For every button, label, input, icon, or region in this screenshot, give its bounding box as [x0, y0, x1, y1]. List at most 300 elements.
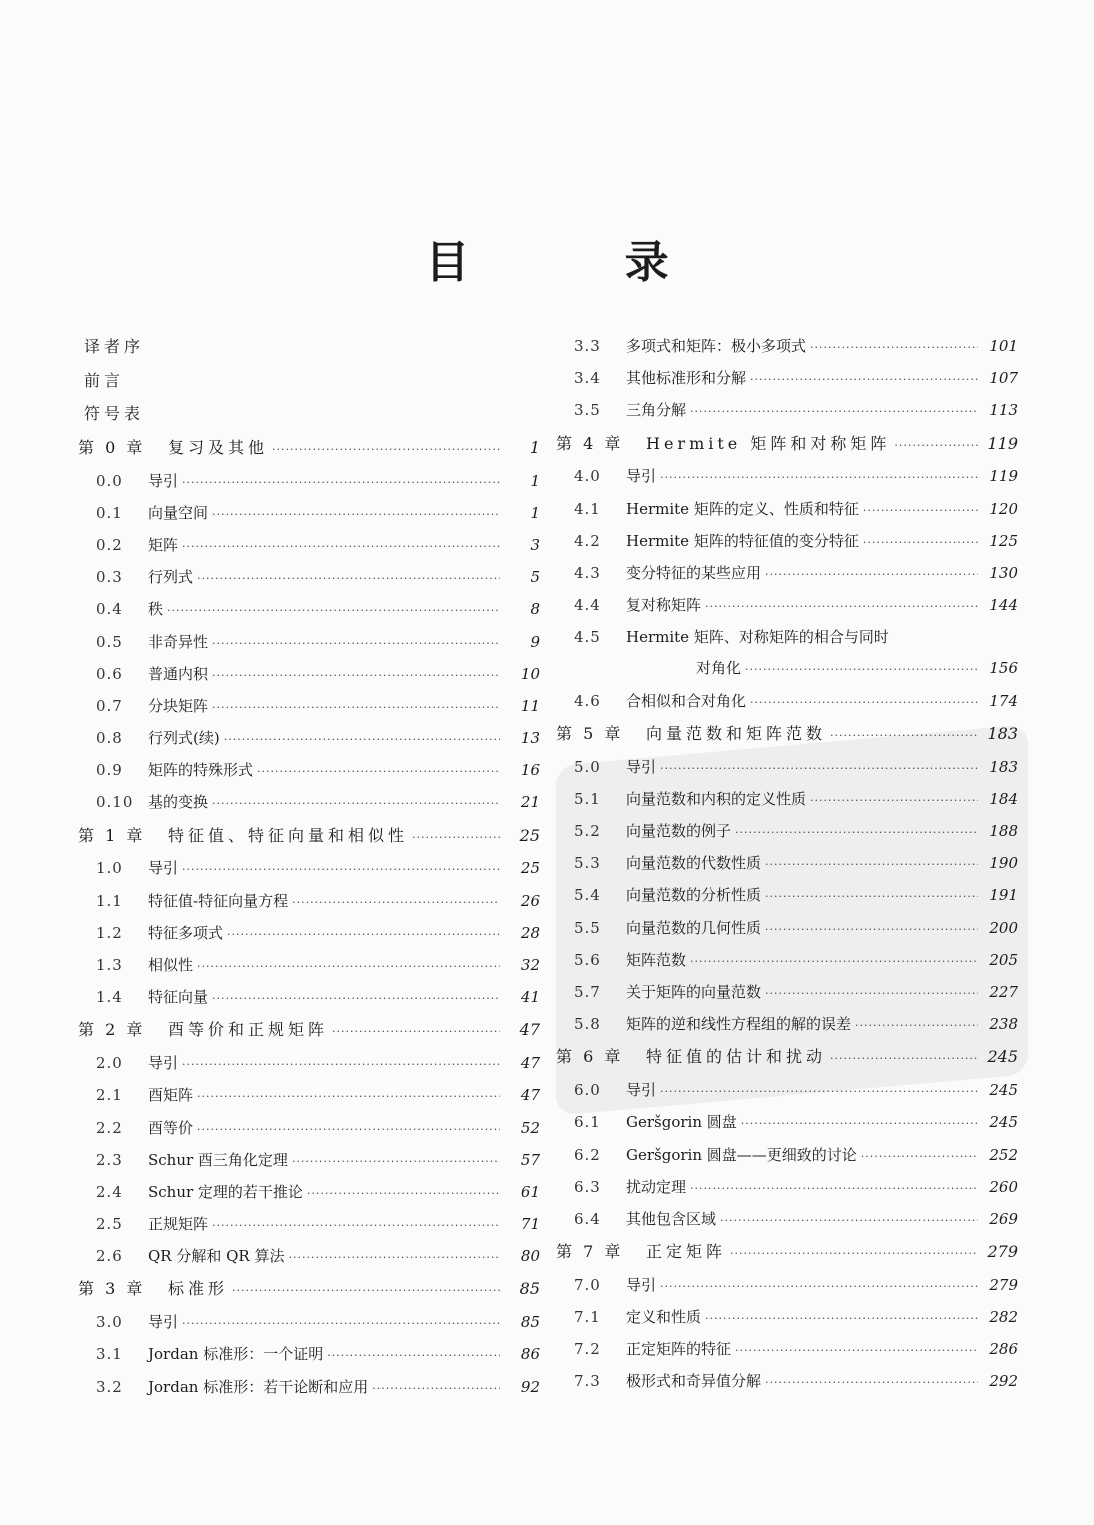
toc-entry-title: 极形式和奇异值分解 [626, 1372, 762, 1391]
toc-leader-dots [212, 1216, 500, 1235]
toc-entry-title: QR 分解和 QR 算法 [148, 1247, 285, 1266]
toc-leader-dots [257, 762, 500, 781]
toc-section-entry[interactable] [78, 892, 540, 912]
toc-leader-dots [227, 925, 500, 944]
toc-section-entry[interactable] [78, 988, 540, 1008]
toc-leader-dots [861, 1147, 978, 1166]
toc-page-number: 125 [989, 531, 1018, 550]
toc-section-entry[interactable] [556, 532, 1018, 552]
toc-page-number: 200 [989, 918, 1018, 937]
toc-leader-dots [327, 1346, 500, 1365]
toc-section-entry[interactable] [78, 859, 540, 879]
toc-entry-title: 对角化 [696, 659, 742, 678]
toc-section-entry[interactable] [556, 1372, 1018, 1392]
toc-entry-title: 分块矩阵 [148, 696, 209, 715]
toc-section-entry[interactable] [556, 758, 1018, 778]
toc-leader-dots [705, 1309, 978, 1328]
toc-section-entry[interactable] [556, 951, 1018, 971]
toc-entry-number: 4.5 [574, 628, 601, 647]
toc-section-entry[interactable] [556, 401, 1018, 421]
toc-leader-dots [212, 794, 500, 813]
toc-entry-title: 导引 [626, 1081, 657, 1100]
toc-entry-title: 导引 [148, 471, 179, 490]
toc-page-number: 41 [520, 988, 540, 1007]
toc-page-number: 269 [989, 1209, 1018, 1228]
toc-page-number: 279 [987, 1242, 1018, 1262]
toc-page-number: 86 [520, 1345, 540, 1364]
toc-page-number: 21 [520, 793, 540, 812]
toc-section-entry[interactable] [556, 1015, 1018, 1035]
toc-page-number: 279 [989, 1275, 1018, 1294]
toc-section-entry[interactable] [78, 1119, 540, 1139]
toc-entry-number: 2.5 [96, 1215, 123, 1234]
toc-section-entry[interactable] [78, 1247, 540, 1267]
toc-entry-title: Jordan 标准形：若干论断和应用 [148, 1377, 369, 1396]
toc-entry-title: Schur 酉三角化定理 [148, 1150, 288, 1169]
toc-entry-title: 标准形 [168, 1279, 229, 1299]
toc-leader-dots [660, 1082, 978, 1101]
toc-entry-title: 扰动定理 [626, 1177, 687, 1196]
toc-entry-number: 5.5 [574, 918, 601, 937]
toc-page-number: 183 [987, 723, 1018, 743]
toc-entry-number: 5.1 [574, 789, 601, 808]
toc-leader-dots [863, 533, 978, 552]
toc-entry-title: 基的变换 [148, 793, 209, 812]
toc-leader-dots [182, 537, 500, 556]
toc-entry-number: 4.1 [574, 499, 601, 518]
toc-leader-dots [182, 1314, 500, 1333]
toc-entry-number: 第 6 章 [556, 1047, 624, 1067]
toc-entry-title: 特征值、特征向量和相似性 [168, 825, 409, 845]
toc-entry-title: 矩阵的逆和线性方程组的解的误差 [626, 1015, 852, 1034]
toc-entry-number: 6.1 [574, 1113, 601, 1132]
toc-entry-number: 5.7 [574, 982, 601, 1001]
toc-leader-dots [197, 1087, 500, 1106]
toc-page-number: 119 [989, 467, 1018, 486]
toc-leader-dots [863, 501, 978, 520]
toc-leader-dots [232, 1281, 500, 1300]
toc-section-entry[interactable] [556, 1081, 1018, 1101]
toc-leader-dots [765, 984, 978, 1003]
toc-leader-dots [197, 957, 500, 976]
toc-leader-dots [660, 468, 978, 487]
toc-entry-title: 合相似和合对角化 [626, 691, 747, 710]
toc-entry-title: 正定矩阵 [646, 1242, 727, 1262]
toc-chapter-entry[interactable] [78, 438, 540, 459]
toc-entry-title: 特征多项式 [148, 923, 224, 942]
toc-section-entry[interactable] [556, 596, 1018, 616]
toc-entry-number: 6.3 [574, 1177, 601, 1196]
toc-section-entry[interactable] [78, 1378, 540, 1398]
toc-entry-number: 3.5 [574, 401, 601, 420]
toc-entry-title: Hermite 矩阵的特征值的变分特征 [626, 531, 859, 550]
toc-entry-title: 导引 [148, 1313, 179, 1332]
toc-entry-number: 6.2 [574, 1145, 601, 1164]
toc-leader-dots [272, 440, 500, 459]
toc-section-entry[interactable] [78, 633, 540, 653]
toc-chapter-entry[interactable] [556, 1242, 1018, 1263]
toc-page-number: 190 [989, 854, 1018, 873]
toc-leader-dots [167, 601, 500, 620]
toc-page-number: 57 [520, 1150, 540, 1169]
toc-leader-dots [735, 823, 978, 842]
toc-page-number: 120 [989, 499, 1018, 518]
toc-entry-title: 酉等价 [148, 1118, 194, 1137]
toc-entry-title: 行列式 [148, 568, 194, 587]
toc-leader-dots [412, 828, 500, 847]
toc-section-entry[interactable] [78, 697, 540, 717]
toc-chapter-entry[interactable] [78, 826, 540, 847]
toc-entry-number: 5.8 [574, 1015, 601, 1034]
toc-section-entry[interactable] [78, 761, 540, 781]
toc-page-number: 286 [989, 1340, 1018, 1359]
toc-section-entry[interactable] [556, 854, 1018, 874]
toc-leader-dots [830, 726, 978, 745]
toc-entry-number: 第 0 章 [78, 437, 146, 457]
toc-entry-number: 7.3 [574, 1372, 601, 1391]
toc-entry-number: 1.0 [96, 859, 123, 878]
toc-entry-number: 3.2 [96, 1377, 123, 1396]
toc-section-entry[interactable] [78, 793, 540, 813]
toc-entry-number: 3.0 [96, 1313, 123, 1332]
toc-section-entry[interactable] [78, 1054, 540, 1074]
toc-section-entry[interactable] [556, 564, 1018, 584]
toc-page-number: 5 [530, 568, 540, 587]
toc-leader-dots [690, 1179, 978, 1198]
toc-page-number: 61 [520, 1182, 540, 1201]
toc-entry-title: 定义和性质 [626, 1308, 702, 1327]
toc-entry-title: 关于矩阵的向量范数 [626, 982, 762, 1001]
toc-entry-number: 7.2 [574, 1340, 601, 1359]
toc-leader-dots [182, 1055, 500, 1074]
toc-entry-title: 向量范数的代数性质 [626, 854, 762, 873]
toc-section-entry[interactable] [556, 919, 1018, 939]
toc-entry-number: 3.4 [574, 369, 601, 388]
toc-entry-title: 正规矩阵 [148, 1215, 209, 1234]
toc-page-number: 32 [520, 956, 540, 974]
toc-entry-title: 向量范数和矩阵范数 [646, 723, 827, 743]
toc-section-entry[interactable] [556, 1146, 1018, 1166]
toc-entry-title: 相似性 [148, 956, 194, 974]
toc-page-number: 113 [989, 401, 1018, 420]
toc-section-entry[interactable] [78, 924, 540, 944]
toc-right-column [556, 337, 1018, 1405]
toc-page-number: 205 [989, 950, 1018, 969]
toc-section-entry[interactable] [556, 1340, 1018, 1360]
toc-entry-number: 7.1 [574, 1308, 601, 1327]
toc-entry-title: 导引 [148, 859, 179, 878]
toc-page-number: 188 [989, 822, 1018, 841]
toc-entry-title: 复对称矩阵 [626, 596, 702, 615]
toc-page-number: 8 [530, 600, 540, 619]
toc-entry-number: 2.6 [96, 1247, 123, 1266]
toc-section-entry[interactable] [556, 500, 1018, 520]
toc-entry-number: 1.1 [96, 891, 123, 910]
toc-entry-number: 5.6 [574, 950, 601, 969]
toc-page-number: 144 [989, 596, 1018, 615]
toc-section-entry[interactable] [78, 600, 540, 620]
toc-section-entry[interactable] [556, 822, 1018, 842]
toc-entry-title: 导引 [626, 1275, 657, 1294]
toc-page-number: 156 [989, 659, 1018, 678]
toc-entry-number: 4.6 [574, 691, 601, 710]
toc-entry-title: 向量空间 [148, 503, 209, 522]
toc-entry-number: 1.2 [96, 923, 123, 942]
toc-leader-dots [750, 693, 978, 712]
toc-entry-number: 2.0 [96, 1054, 123, 1073]
toc-entry-number: 0.6 [96, 664, 123, 683]
toc-front-entry[interactable] [78, 404, 540, 423]
toc-leader-dots [765, 920, 978, 939]
toc-section-entry[interactable] [556, 886, 1018, 906]
toc-page-number: 245 [987, 1047, 1018, 1067]
toc-leader-dots [307, 1184, 500, 1203]
toc-page-number: 13 [520, 729, 540, 748]
toc-leader-dots [745, 660, 978, 679]
toc-page-number: 245 [989, 1081, 1018, 1100]
toc-leader-dots [289, 1248, 501, 1267]
toc-entry-number: 5.0 [574, 757, 601, 776]
toc-entry-title: Geršgorin 圆盘 [626, 1113, 737, 1132]
toc-section-entry[interactable] [556, 692, 1018, 712]
toc-entry-title: 普通内积 [148, 664, 209, 683]
toc-section-entry[interactable] [78, 1215, 540, 1235]
toc-leader-dots [212, 989, 500, 1008]
toc-entry-number: 第 2 章 [78, 1020, 146, 1040]
toc-entry-number: 第 3 章 [78, 1279, 146, 1299]
toc-leader-dots [212, 666, 500, 685]
toc-entry-title: 矩阵 [148, 535, 179, 554]
toc-leader-dots [212, 505, 500, 524]
toc-entry-number: 第 4 章 [556, 433, 624, 453]
toc-leader-dots [660, 759, 978, 778]
toc-section-entry[interactable] [78, 956, 540, 976]
toc-page-number: 245 [989, 1113, 1018, 1132]
toc-leader-dots [765, 565, 978, 584]
toc-section-entry[interactable] [78, 536, 540, 556]
toc-entry-number: 3.3 [574, 337, 601, 355]
toc-entry-number: 1.3 [96, 956, 123, 974]
toc-entry-title: 向量范数的例子 [626, 822, 732, 841]
toc-leader-dots [372, 1379, 500, 1398]
toc-entry-number: 2.4 [96, 1182, 123, 1201]
toc-section-entry[interactable] [78, 1151, 540, 1171]
toc-entry-title: Geršgorin 圆盘——更细致的讨论 [626, 1145, 857, 1164]
toc-leader-dots [197, 1120, 500, 1139]
toc-entry-number: 5.2 [574, 822, 601, 841]
toc-section-entry[interactable] [78, 1345, 540, 1365]
toc-entry-title: 特征向量 [148, 988, 209, 1007]
toc-entry-title: 导引 [626, 757, 657, 776]
toc-chapter-entry[interactable] [78, 1279, 540, 1300]
toc-leader-dots [750, 370, 978, 389]
toc-page-number: 260 [989, 1177, 1018, 1196]
toc-leader-dots [894, 436, 978, 455]
toc-page-number: 16 [520, 761, 540, 780]
toc-entry-number: 7.0 [574, 1275, 601, 1294]
toc-leader-dots [224, 730, 500, 749]
toc-page-number: 25 [520, 859, 540, 878]
toc-entry-number: 4.2 [574, 531, 601, 550]
toc-entry-title: 特征值-特征向量方程 [148, 891, 289, 910]
toc-leader-dots [660, 1277, 978, 1296]
toc-chapter-entry[interactable] [78, 1020, 540, 1041]
toc-entry-number: 0.0 [96, 471, 123, 490]
toc-entry-title: 导引 [626, 467, 657, 486]
toc-page-number: 92 [520, 1377, 540, 1396]
page-title: 目 录 [425, 237, 739, 288]
toc-leader-dots [690, 402, 978, 421]
toc-entry-title: 向量范数的几何性质 [626, 918, 762, 937]
toc-page-number: 292 [989, 1372, 1018, 1391]
toc-section-entry[interactable] [78, 729, 540, 749]
toc-leader-dots [212, 698, 500, 717]
toc-entry-number: 0.3 [96, 568, 123, 587]
toc-entry-title: 复习及其他 [168, 437, 269, 457]
toc-section-entry[interactable] [78, 504, 540, 524]
toc-front-entry[interactable] [78, 371, 540, 390]
toc-entry-title: 特征值的估计和扰动 [646, 1047, 827, 1067]
toc-entry-title: Hermite 矩阵和对称矩阵 [646, 433, 891, 453]
toc-section-entry[interactable] [556, 1276, 1018, 1296]
toc-entry-number: 2.1 [96, 1086, 123, 1105]
toc-chapter-entry[interactable] [556, 724, 1018, 745]
toc-entry-number: 第 5 章 [556, 723, 624, 743]
toc-entry-number: 6.0 [574, 1081, 601, 1100]
toc-page-number: 252 [989, 1145, 1018, 1164]
toc-left-column [78, 337, 540, 1410]
toc-page-number: 47 [520, 1086, 540, 1105]
toc-leader-dots [735, 1341, 978, 1360]
toc-entry-number: 5.3 [574, 854, 601, 873]
toc-section-entry[interactable] [556, 628, 1018, 647]
toc-leader-dots [810, 338, 978, 357]
toc-entry-number: 0.10 [96, 793, 134, 812]
toc-page-number: 47 [520, 1054, 540, 1073]
toc-section-entry[interactable] [556, 337, 1018, 357]
toc-section-entry[interactable] [556, 1178, 1018, 1198]
toc-entry-title: 三角分解 [626, 401, 687, 420]
toc-leader-dots [765, 1373, 978, 1392]
toc-entry-number: 5.4 [574, 886, 601, 905]
toc-section-entry[interactable] [556, 790, 1018, 810]
toc-section-entry[interactable] [78, 1313, 540, 1333]
toc-section-entry[interactable] [78, 1086, 540, 1106]
toc-chapter-entry[interactable] [556, 1047, 1018, 1068]
toc-leader-dots [197, 569, 500, 588]
toc-page-number: 238 [989, 1015, 1018, 1034]
toc-entry-title: 非奇异性 [148, 632, 209, 651]
toc-entry-title: 向量范数的分析性质 [626, 886, 762, 905]
toc-entry-number: 第 7 章 [556, 1242, 624, 1262]
toc-leader-dots [212, 634, 500, 653]
toc-page-number: 1 [530, 471, 540, 490]
toc-entry-title: 行列式(续) [148, 729, 220, 748]
toc-chapter-entry[interactable] [556, 434, 1018, 455]
toc-page-number: 119 [987, 433, 1018, 453]
toc-leader-dots [292, 893, 500, 912]
toc-page-number: 85 [520, 1313, 540, 1332]
toc-page-number: 191 [989, 886, 1018, 905]
toc-entry-title: 多项式和矩阵：极小多项式 [626, 337, 807, 355]
toc-page-number: 80 [520, 1247, 540, 1266]
toc-entry-number: 4.0 [574, 467, 601, 486]
toc-entry-number: 4.4 [574, 596, 601, 615]
toc-entry-title: 其他标准形和分解 [626, 369, 747, 388]
toc-entry-title: 符号表 [84, 404, 145, 424]
toc-leader-dots [720, 1211, 978, 1230]
toc-leader-dots [810, 791, 978, 810]
toc-section-entry[interactable] [556, 659, 1018, 679]
toc-entry-number: 第 1 章 [78, 825, 146, 845]
toc-page-number: 26 [520, 891, 540, 910]
toc-entry-number: 2.3 [96, 1150, 123, 1169]
toc-section-entry[interactable] [556, 1210, 1018, 1230]
toc-entry-number: 6.4 [574, 1209, 601, 1228]
toc-leader-dots [855, 1016, 978, 1035]
toc-page-number: 25 [519, 825, 540, 845]
toc-entry-title: Hermite 矩阵的定义、性质和特征 [626, 499, 859, 518]
toc-entry-title: 向量范数和内积的定义性质 [626, 789, 807, 808]
toc-page-number: 1 [529, 437, 540, 457]
toc-entry-title: 酉等价和正规矩阵 [168, 1020, 329, 1040]
toc-entry-title: Jordan 标准形：一个证明 [148, 1345, 324, 1364]
toc-entry-title: 其他包含区域 [626, 1209, 717, 1228]
toc-entry-number: 1.4 [96, 988, 123, 1007]
toc-leader-dots [765, 855, 978, 874]
toc-page-number: 107 [989, 369, 1018, 388]
toc-page-number: 1 [530, 503, 540, 522]
toc-entry-title: 译者序 [84, 337, 145, 356]
toc-entry-title: 矩阵范数 [626, 950, 687, 969]
toc-page-number: 227 [989, 982, 1018, 1001]
toc-page-number: 184 [989, 789, 1018, 808]
toc-section-entry[interactable] [78, 665, 540, 685]
toc-entry-number: 0.7 [96, 696, 123, 715]
toc-page-number: 174 [989, 691, 1018, 710]
toc-entry-number: 0.9 [96, 761, 123, 780]
toc-entry-number: 3.1 [96, 1345, 123, 1364]
toc-page-number: 11 [520, 696, 540, 715]
toc-entry-title: Schur 定理的若干推论 [148, 1182, 303, 1201]
toc-section-entry[interactable] [78, 568, 540, 588]
toc-leader-dots [332, 1022, 500, 1041]
toc-entry-number: 0.8 [96, 729, 123, 748]
toc-entry-number: 0.1 [96, 503, 123, 522]
toc-entry-title: 秩 [148, 600, 164, 619]
toc-entry-number: 4.3 [574, 563, 601, 582]
toc-page-number: 28 [520, 923, 540, 942]
toc-entry-title: 前言 [84, 370, 125, 390]
toc-section-entry[interactable] [78, 1183, 540, 1203]
toc-section-entry[interactable] [556, 369, 1018, 389]
toc-leader-dots [730, 1244, 978, 1263]
toc-page-number: 10 [520, 664, 540, 683]
toc-section-entry[interactable] [556, 1113, 1018, 1133]
toc-section-entry[interactable] [556, 983, 1018, 1003]
toc-leader-dots [741, 1114, 978, 1133]
toc-page-number: 130 [989, 563, 1018, 582]
toc-front-entry[interactable] [78, 337, 540, 356]
toc-leader-dots [690, 952, 978, 971]
toc-entry-title: 正定矩阵的特征 [626, 1340, 732, 1359]
toc-leader-dots [705, 597, 978, 616]
toc-section-entry[interactable] [78, 472, 540, 492]
toc-section-entry[interactable] [556, 467, 1018, 487]
toc-page-number: 9 [530, 632, 540, 651]
toc-entry-title: 导引 [148, 1054, 179, 1073]
toc-section-entry[interactable] [556, 1308, 1018, 1328]
